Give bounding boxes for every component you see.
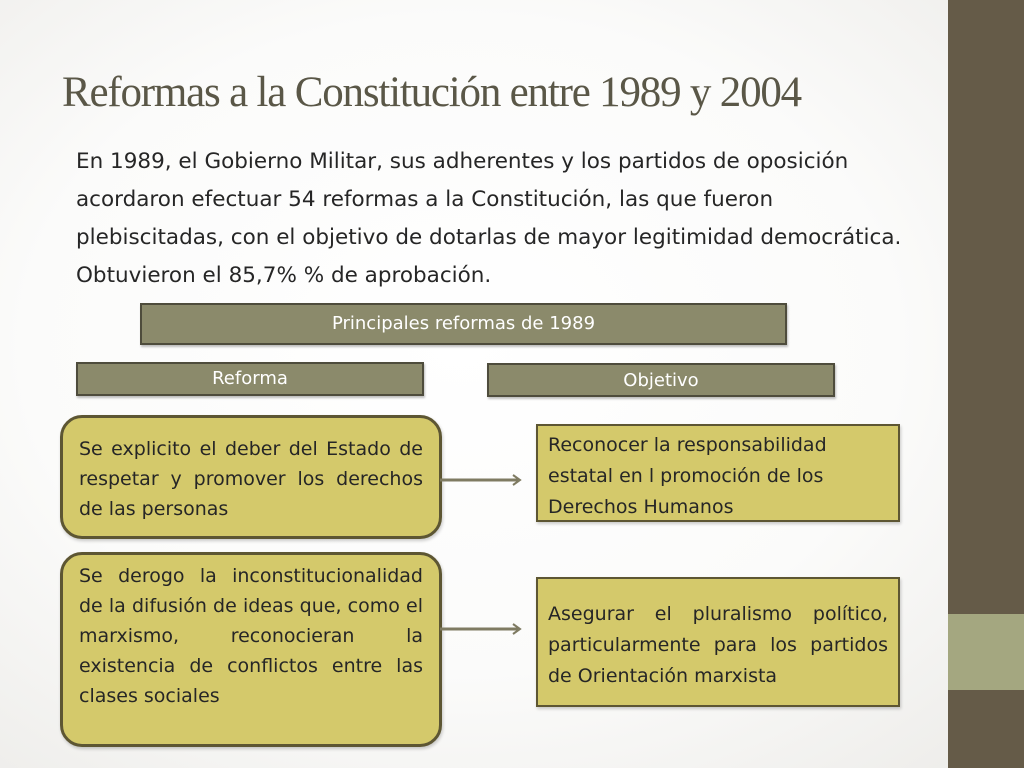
side-accent-block <box>948 614 1024 690</box>
objective-box-2: Asegurar el pluralismo político, particularmente para los partidos de Orientación marxista <box>536 577 900 707</box>
arrow-right-icon <box>440 619 526 639</box>
objective-box-1: Reconocer la responsabilidad estatal en l promoción de los Derechos Humanos <box>536 424 900 522</box>
main-reforms-header: Principales reformas de 1989 <box>140 303 787 345</box>
column-header-objetivo: Objetivo <box>487 363 835 397</box>
arrow-right-icon <box>440 470 526 490</box>
column-header-reforma: Reforma <box>76 362 424 396</box>
intro-paragraph: En 1989, el Gobierno Militar, sus adherentes y los partidos de oposición acordaron efectuar 54 reformas a la Constitución, las que fueron plebiscitadas, con el objetivo de dotarlas de mayor legitimidad democrática. Obtuvieron el 85,7% % de aprobación. <box>76 149 902 288</box>
slide-title: Reformas a la Constitución entre 1989 y 2004 <box>62 69 801 116</box>
reform-box-2: Se derogo la inconstitucionalidad de la difusión de ideas que, como el marxismo, reconocieran la existencia de conflictos entre las clases sociales <box>60 552 442 747</box>
reform-box-1: Se explicito el deber del Estado de respetar y promover los derechos de las personas <box>60 415 442 539</box>
